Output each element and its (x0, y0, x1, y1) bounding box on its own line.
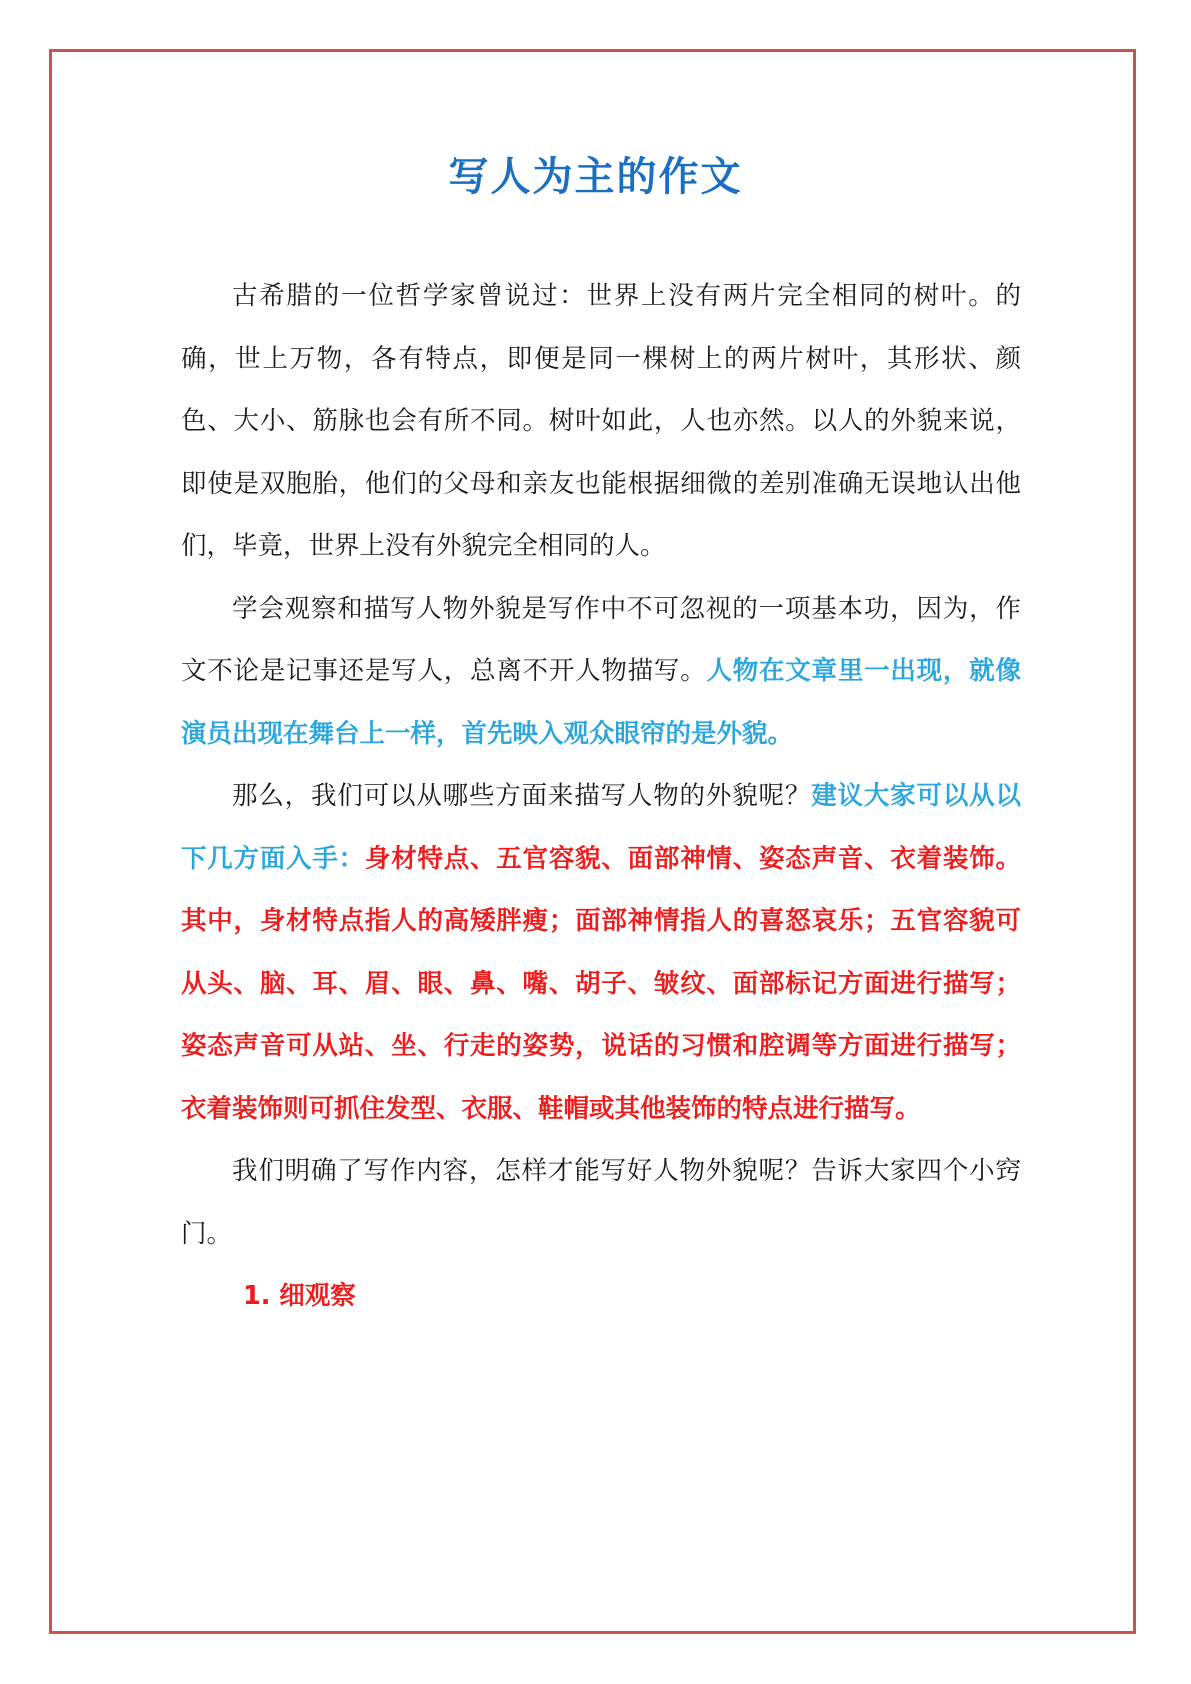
paragraph-4-text: 我们明确了写作内容，怎样才能写好人物外貌呢？告诉大家四个小窍门。 (181, 1156, 1021, 1249)
paragraph-2 (181, 578, 1021, 766)
paragraph-3 (181, 765, 1021, 1140)
paragraph-3-highlight-red: 身材特点、五官容貌、面部神情、姿态声音、衣着装饰。其中，身材特点指人的高矮胖瘦；面部神情指人的喜怒哀乐；五官容貌可从头、脑、耳、眉、眼、鼻、嘴、胡子、皱纹、面部标记方面进行描写；姿态声音可从站、坐、行走的姿势，说话的习惯和腔调等方面进行描写；衣着装饰则可抓住发型、衣服、鞋帽或其他装饰的特点进行描写。 (181, 843, 1021, 1124)
paragraph-2-text: 学会观察和描写人物外貌是写作中不可忽视的一项基本功，因为，作文不论是记事还是写人，总离不开人物描写。 (181, 593, 1021, 686)
document-body (181, 265, 1021, 1328)
document-title: 写人为主的作文 (448, 154, 743, 200)
paragraph-1-text: 古希腊的一位哲学家曾说过：世界上没有两片完全相同的树叶。的确，世上万物，各有特点，即便是同一棵树上的两片树叶，其形状、颜色、大小、筋脉也会有所不同。树叶如此，人也亦然。以人的外貌来说，即使是双胞胎，他们的父母和亲友也能根据细微的差别准确无误地认出他们，毕竟，世界上没有外貌完全相同的人。 (181, 281, 1021, 561)
paragraph-4 (181, 1140, 1021, 1265)
paragraph-3-highlight-blue: 建议大家可以从以下几方面入手： (181, 781, 1021, 874)
paragraph-1 (181, 265, 1021, 578)
paragraph-3-text: 那么，我们可以从哪些方面来描写人物的外貌呢？ (232, 781, 812, 811)
paragraph-2-highlight-blue: 人物在文章里一出现，就像演员出现在舞台上一样，首先映入观众眼帘的是外貌。 (181, 656, 1021, 749)
section-heading: 1. 细观察 (243, 1281, 356, 1311)
